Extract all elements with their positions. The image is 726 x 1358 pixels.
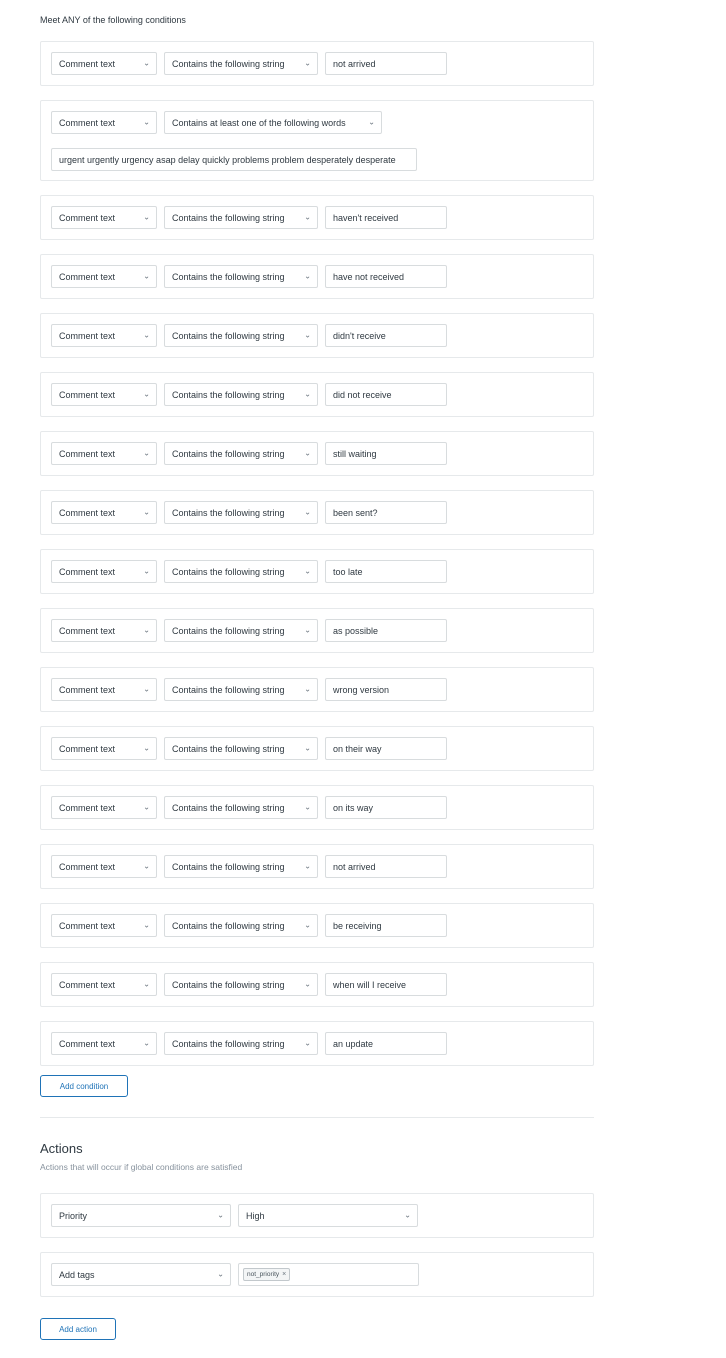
condition-value-input[interactable]: not arrived <box>325 52 447 75</box>
chevron-down-icon: ⌄ <box>304 212 311 222</box>
chevron-down-icon: ⌄ <box>304 389 311 399</box>
condition-field-select[interactable] <box>51 737 157 760</box>
condition-operator-select-label: Contains the following string <box>172 743 285 754</box>
condition-value-input[interactable]: on their way <box>325 737 447 760</box>
condition-value-input[interactable]: have not received <box>325 265 447 288</box>
chevron-down-icon: ⌄ <box>304 861 311 871</box>
condition-field-select-label: Comment text <box>59 566 116 577</box>
condition-operator-select[interactable] <box>164 265 318 288</box>
chevron-down-icon: ⌄ <box>143 684 150 694</box>
action-field-select[interactable] <box>51 1204 231 1227</box>
condition-field-select[interactable] <box>51 383 157 406</box>
chevron-down-icon: ⌄ <box>368 117 375 127</box>
conditions-header: Meet ANY of the following conditions <box>40 15 186 25</box>
condition-row <box>40 313 594 358</box>
condition-value-input[interactable]: an update <box>325 1032 447 1055</box>
add-condition-button[interactable]: Add condition <box>40 1075 128 1097</box>
condition-row <box>40 903 594 948</box>
condition-row <box>40 962 594 1007</box>
condition-operator-select[interactable] <box>164 914 318 937</box>
tag-label: not_priority <box>247 1271 280 1278</box>
chevron-down-icon: ⌄ <box>304 920 311 930</box>
condition-value-input[interactable]: urgent urgently urgency asap delay quickly problems problem desperately desperate <box>51 148 417 171</box>
condition-field-select[interactable] <box>51 442 157 465</box>
chevron-down-icon: ⌄ <box>143 507 150 517</box>
condition-field-select-label: Comment text <box>59 271 116 282</box>
action-field-select[interactable] <box>51 1263 231 1286</box>
condition-operator-select-label: Contains the following string <box>172 802 285 813</box>
condition-value-input[interactable]: did not receive <box>325 383 447 406</box>
condition-row <box>40 372 594 417</box>
condition-field-select[interactable] <box>51 265 157 288</box>
chevron-down-icon: ⌄ <box>143 448 150 458</box>
condition-operator-select[interactable] <box>164 678 318 701</box>
condition-operator-select[interactable] <box>164 206 318 229</box>
condition-operator-select[interactable] <box>164 796 318 819</box>
chevron-down-icon: ⌄ <box>217 1269 224 1279</box>
condition-row <box>40 100 594 181</box>
condition-field-select-label: Comment text <box>59 625 116 636</box>
condition-row <box>40 785 594 830</box>
condition-operator-select-label: Contains the following string <box>172 920 285 931</box>
condition-field-select-label: Comment text <box>59 743 116 754</box>
condition-row <box>40 608 594 653</box>
condition-value-input[interactable]: as possible <box>325 619 447 642</box>
condition-field-select-label: Comment text <box>59 448 116 459</box>
condition-field-select[interactable] <box>51 206 157 229</box>
condition-field-select-label: Comment text <box>59 212 116 223</box>
condition-value-input[interactable]: too late <box>325 560 447 583</box>
condition-row <box>40 254 594 299</box>
chevron-down-icon: ⌄ <box>304 58 311 68</box>
condition-row <box>40 41 594 86</box>
chevron-down-icon: ⌄ <box>304 566 311 576</box>
condition-field-select[interactable] <box>51 973 157 996</box>
condition-operator-select[interactable] <box>164 501 318 524</box>
chevron-down-icon: ⌄ <box>304 625 311 635</box>
chevron-down-icon: ⌄ <box>143 743 150 753</box>
condition-value-input[interactable]: been sent? <box>325 501 447 524</box>
condition-value-input[interactable]: when will I receive <box>325 973 447 996</box>
tag-chip <box>243 1268 290 1281</box>
condition-field-select[interactable] <box>51 678 157 701</box>
actions-subtitle: Actions that will occur if global conditions are satisfied <box>40 1162 243 1172</box>
condition-operator-select-label: Contains at least one of the following words <box>172 117 346 128</box>
action-field-label: Add tags <box>59 1269 95 1280</box>
condition-field-select-label: Comment text <box>59 684 116 695</box>
condition-field-select-label: Comment text <box>59 920 116 931</box>
chevron-down-icon: ⌄ <box>143 330 150 340</box>
conditions-list <box>40 41 594 1080</box>
condition-operator-select-label: Contains the following string <box>172 507 285 518</box>
actions-title: Actions <box>40 1141 83 1156</box>
condition-row <box>40 667 594 712</box>
condition-field-select-label: Comment text <box>59 1038 116 1049</box>
condition-field-select[interactable] <box>51 560 157 583</box>
condition-value-input[interactable]: not arrived <box>325 855 447 878</box>
condition-field-select-label: Comment text <box>59 58 116 69</box>
condition-row <box>40 490 594 535</box>
action-row <box>40 1252 594 1297</box>
condition-operator-select[interactable] <box>164 383 318 406</box>
condition-value-input[interactable]: didn't receive <box>325 324 447 347</box>
condition-operator-select-label: Contains the following string <box>172 1038 285 1049</box>
condition-row <box>40 549 594 594</box>
condition-field-select[interactable] <box>51 1032 157 1055</box>
condition-field-select-label: Comment text <box>59 117 116 128</box>
condition-value-input[interactable]: haven't received <box>325 206 447 229</box>
chevron-down-icon: ⌄ <box>143 920 150 930</box>
add-action-button[interactable]: Add action <box>40 1318 116 1340</box>
condition-field-select[interactable] <box>51 52 157 75</box>
condition-operator-select-label: Contains the following string <box>172 566 285 577</box>
condition-operator-select-label: Contains the following string <box>172 861 285 872</box>
chevron-down-icon: ⌄ <box>143 1038 150 1048</box>
condition-operator-select[interactable] <box>164 737 318 760</box>
chevron-down-icon: ⌄ <box>143 566 150 576</box>
condition-row <box>40 844 594 889</box>
chevron-down-icon: ⌄ <box>143 802 150 812</box>
condition-operator-select-label: Contains the following string <box>172 448 285 459</box>
condition-operator-select-label: Contains the following string <box>172 979 285 990</box>
chevron-down-icon: ⌄ <box>143 389 150 399</box>
action-row <box>40 1193 594 1238</box>
condition-field-select-label: Comment text <box>59 330 116 341</box>
chevron-down-icon: ⌄ <box>304 743 311 753</box>
chevron-down-icon: ⌄ <box>304 448 311 458</box>
condition-value-input[interactable]: be receiving <box>325 914 447 937</box>
condition-operator-select-label: Contains the following string <box>172 389 285 400</box>
close-icon[interactable]: × <box>282 1271 287 1278</box>
condition-operator-select-label: Contains the following string <box>172 330 285 341</box>
condition-field-select-label: Comment text <box>59 861 116 872</box>
chevron-down-icon: ⌄ <box>304 802 311 812</box>
condition-field-select[interactable] <box>51 324 157 347</box>
action-value-select[interactable] <box>238 1204 418 1227</box>
condition-operator-select[interactable] <box>164 973 318 996</box>
condition-field-select-label: Comment text <box>59 389 116 400</box>
condition-operator-select-label: Contains the following string <box>172 684 285 695</box>
chevron-down-icon: ⌄ <box>304 271 311 281</box>
chevron-down-icon: ⌄ <box>304 684 311 694</box>
condition-operator-select[interactable] <box>164 442 318 465</box>
tags-input[interactable] <box>238 1263 419 1286</box>
condition-field-select[interactable] <box>51 796 157 819</box>
chevron-down-icon: ⌄ <box>404 1210 411 1220</box>
condition-row <box>40 1021 594 1066</box>
section-divider <box>40 1117 594 1118</box>
condition-field-select[interactable] <box>51 501 157 524</box>
condition-operator-select[interactable] <box>164 855 318 878</box>
chevron-down-icon: ⌄ <box>143 271 150 281</box>
condition-operator-select-label: Contains the following string <box>172 625 285 636</box>
condition-operator-select[interactable] <box>164 52 318 75</box>
condition-field-select[interactable] <box>51 914 157 937</box>
condition-operator-select[interactable] <box>164 324 318 347</box>
chevron-down-icon: ⌄ <box>143 861 150 871</box>
condition-value-input[interactable]: wrong version <box>325 678 447 701</box>
condition-field-select-label: Comment text <box>59 507 116 518</box>
condition-field-select[interactable] <box>51 619 157 642</box>
action-field-label: Priority <box>59 1210 88 1221</box>
condition-field-select[interactable] <box>51 111 157 134</box>
condition-operator-select-label: Contains the following string <box>172 58 285 69</box>
chevron-down-icon: ⌄ <box>304 979 311 989</box>
chevron-down-icon: ⌄ <box>143 212 150 222</box>
condition-field-select-label: Comment text <box>59 802 116 813</box>
condition-row <box>40 726 594 771</box>
chevron-down-icon: ⌄ <box>143 625 150 635</box>
condition-operator-select[interactable] <box>164 111 382 134</box>
condition-field-select-label: Comment text <box>59 979 116 990</box>
chevron-down-icon: ⌄ <box>143 979 150 989</box>
condition-operator-select[interactable] <box>164 560 318 583</box>
condition-value-input[interactable]: on its way <box>325 796 447 819</box>
chevron-down-icon: ⌄ <box>143 117 150 127</box>
condition-operator-select[interactable] <box>164 619 318 642</box>
chevron-down-icon: ⌄ <box>143 58 150 68</box>
chevron-down-icon: ⌄ <box>304 330 311 340</box>
condition-row <box>40 195 594 240</box>
condition-value-input[interactable]: still waiting <box>325 442 447 465</box>
action-value-label: High <box>246 1210 265 1221</box>
condition-operator-select-label: Contains the following string <box>172 271 285 282</box>
condition-operator-select[interactable] <box>164 1032 318 1055</box>
chevron-down-icon: ⌄ <box>304 507 311 517</box>
chevron-down-icon: ⌄ <box>304 1038 311 1048</box>
chevron-down-icon: ⌄ <box>217 1210 224 1220</box>
condition-operator-select-label: Contains the following string <box>172 212 285 223</box>
condition-field-select[interactable] <box>51 855 157 878</box>
condition-row <box>40 431 594 476</box>
